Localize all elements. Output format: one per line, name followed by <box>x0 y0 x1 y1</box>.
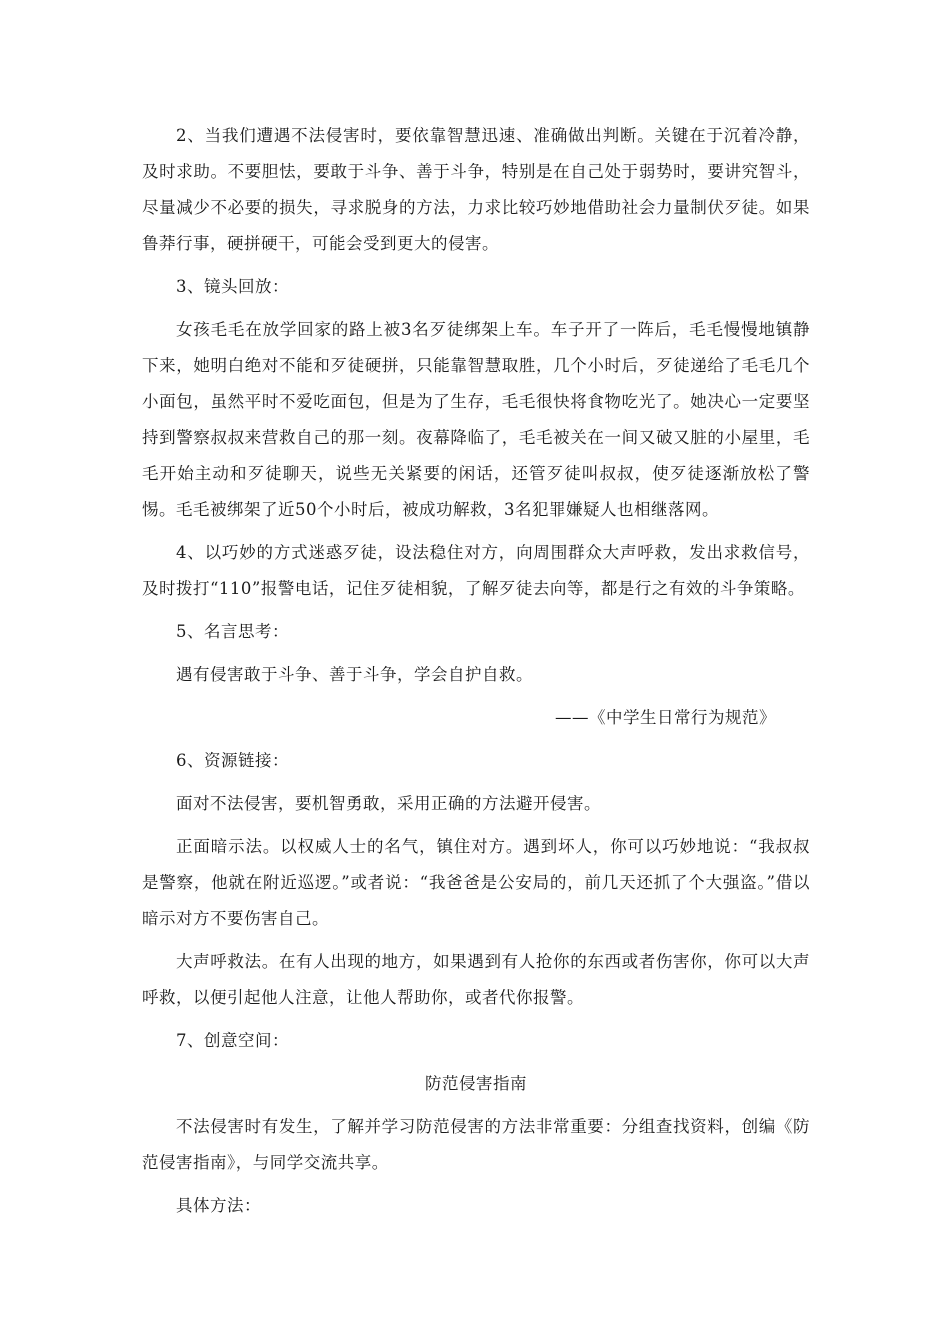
paragraph-point-4: 4、以巧妙的方式迷惑歹徒，设法稳住对方，向周围群众大声呼救，发出求救信号，及时拨打“110”报警电话，记住歹徒相貌，了解歹徒去向等，都是行之有效的斗争策略。 <box>142 543 810 598</box>
document-body <box>142 118 810 1231</box>
quote-source: ——《中学生日常行为规范》 <box>555 708 776 727</box>
paragraph-point-2: 2、当我们遭遇不法侵害时，要依靠智慧迅速、准确做出判断。关键在于沉着冷静，及时求助。不要胆怯，要敢于斗争、善于斗争，特别是在自己处于弱势时，要讲究智斗，尽量减少不必要的损失，寻求脱身的方法，力求比较巧妙地借助社会力量制伏歹徒。如果鲁莽行事，硬拼硬干，可能会受到更大的侵害。 <box>142 126 810 253</box>
paragraph-resource-intro: 面对不法侵害，要机智勇敢，采用正确的方法避开侵害。 <box>176 794 601 813</box>
paragraph-hint-method: 正面暗示法。以权威人士的名气，镇住对方。遇到坏人，你可以巧妙地说：“我叔叔是警察，他就在附近巡逻。”或者说：“我爸爸是公安局的，前几天还抓了个大强盗。”借以暗示对方不要伤害自己。 <box>142 837 810 928</box>
paragraph-guide-task: 不法侵害时有发生，了解并学习防范侵害的方法非常重要：分组查找资料，创编《防范侵害指南》，与同学交流共享。 <box>142 1117 810 1172</box>
section-title-guide: 防范侵害指南 <box>425 1074 527 1093</box>
paragraph-quote: 遇有侵害敢于斗争、善于斗争，学会自护自救。 <box>176 665 533 684</box>
heading-method: 具体方法： <box>176 1196 261 1215</box>
heading-point-6: 6、资源链接： <box>176 751 289 770</box>
heading-point-7: 7、创意空间： <box>176 1031 289 1050</box>
paragraph-shout-method: 大声呼救法。在有人出现的地方，如果遇到有人抢你的东西或者伤害你，你可以大声呼救，以便引起他人注意，让他人帮助你，或者代你报警。 <box>142 952 810 1007</box>
paragraph-story: 女孩毛毛在放学回家的路上被3名歹徒绑架上车。车子开了一阵后，毛毛慢慢地镇静下来，她明白绝对不能和歹徒硬拼，只能靠智慧取胜，几个小时后，歹徒递给了毛毛几个小面包，虽然平时不爱吃面包，但是为了生存，毛毛很快将食物吃光了。她决心一定要坚持到警察叔叔来营救自己的那一刻。夜幕降临了，毛毛被关在一间又破又脏的小屋里，毛毛开始主动和歹徒聊天，说些无关紧要的闲话，还管歹徒叫叔叔，使歹徒逐渐放松了警惕。毛毛被绑架了近50个小时后，被成功解救，3名犯罪嫌疑人也相继落网。 <box>142 320 810 519</box>
heading-point-5: 5、名言思考： <box>176 622 289 641</box>
heading-point-3: 3、镜头回放： <box>176 277 289 296</box>
